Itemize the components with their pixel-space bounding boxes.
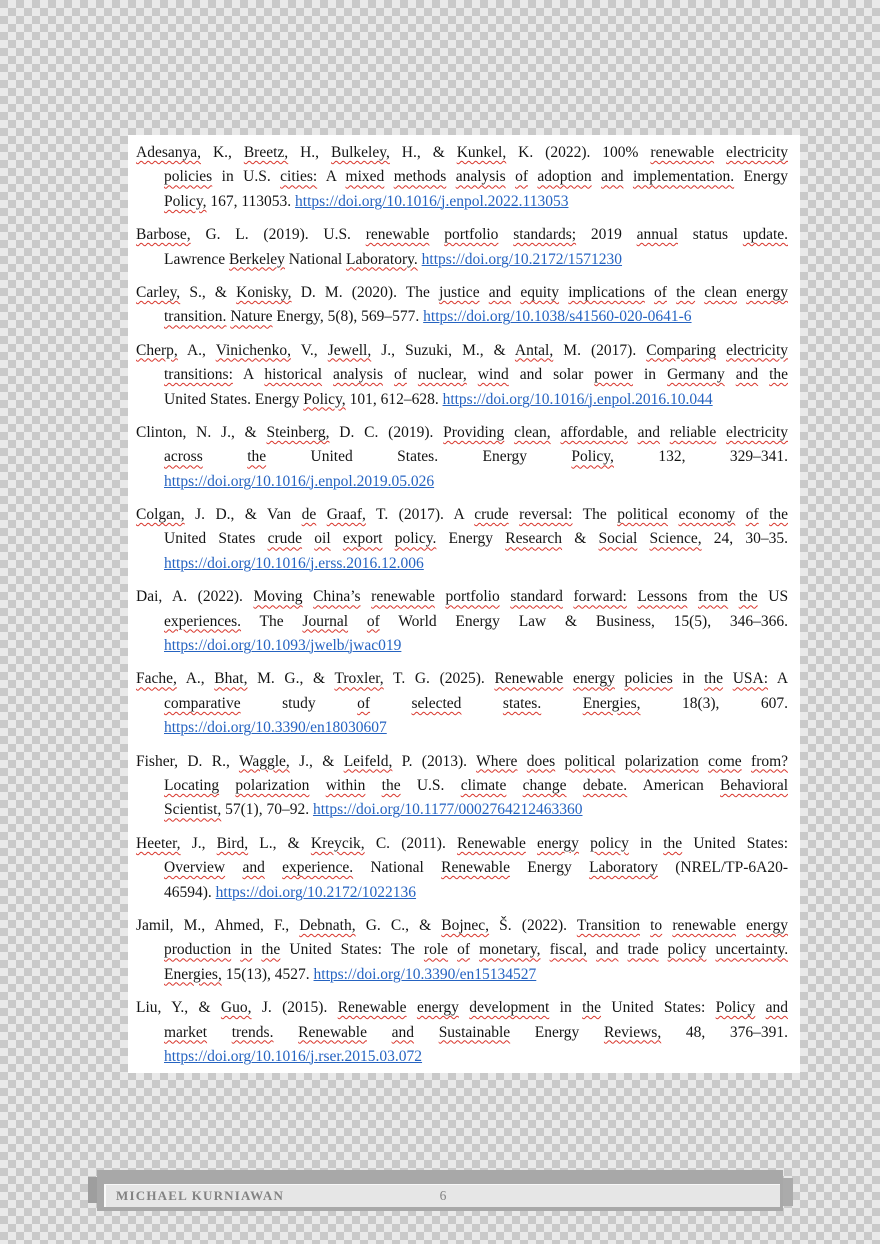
misspelled-word: justice xyxy=(439,283,480,301)
misspelled-word: energy xyxy=(416,999,459,1017)
footer-inner-panel xyxy=(104,1184,780,1207)
misspelled-word: policy xyxy=(667,941,707,959)
misspelled-word: Fache, xyxy=(136,670,177,688)
misspelled-word: nuclear, xyxy=(417,366,467,384)
doi-link[interactable]: https://doi.org/10.1016/j.rser.2015.03.072 xyxy=(164,1047,423,1065)
reference-line: market trends. Renewable and Sustainable Energy Reviews, 48, 376–391. xyxy=(164,1023,788,1041)
misspelled-word: cities: xyxy=(280,168,318,186)
reference-line: Heeter, J., Bird, L., & Kreycik, C. (2011). Renewable energy policy in the United States: xyxy=(136,834,788,852)
misspelled-word: political xyxy=(617,506,668,524)
reference-line: Barbose, G. L. (2019). U.S. renewable portfolio standards; 2019 annual status update. xyxy=(136,226,788,244)
misspelled-word: Locating xyxy=(164,776,220,794)
misspelled-word: change xyxy=(522,776,567,794)
misspelled-word: of xyxy=(457,941,471,959)
misspelled-word: Cherp, xyxy=(136,341,178,359)
misspelled-word: role xyxy=(423,941,449,959)
misspelled-word: Policy, xyxy=(303,390,346,408)
reference-line xyxy=(164,470,788,494)
misspelled-word: Waggle, xyxy=(238,752,290,770)
misspelled-word: Scientist, xyxy=(164,801,222,819)
reference-entry xyxy=(136,585,788,658)
misspelled-word: analysis xyxy=(455,168,506,186)
reference-entry xyxy=(136,141,788,214)
misspelled-word: of xyxy=(393,366,407,384)
reference-entry xyxy=(136,914,788,987)
misspelled-word: Where xyxy=(476,752,518,770)
reference-line: Energies, 15(13), 4527. https://doi.org/10.3390/en15134527 xyxy=(164,965,537,983)
misspelled-word: Behavioral xyxy=(720,776,788,794)
misspelled-word: renewable xyxy=(371,588,435,606)
misspelled-word: portfolio xyxy=(445,588,500,606)
reference-entry xyxy=(136,667,788,740)
misspelled-word: update. xyxy=(742,226,788,244)
misspelled-word: development xyxy=(469,999,550,1017)
misspelled-word: the xyxy=(769,506,788,524)
misspelled-word: economy xyxy=(678,506,736,524)
misspelled-word: export xyxy=(342,530,383,548)
misspelled-word: polarization xyxy=(624,752,699,770)
reference-line: Colgan, J. D., & Van de Graaf, T. (2017). A crude reversal: The political economy of the xyxy=(136,506,788,524)
footer-author: MICHAEL KURNIAWAN xyxy=(116,1188,285,1203)
misspelled-word: fiscal, xyxy=(549,941,588,959)
misspelled-word: Bhat, xyxy=(214,670,248,688)
misspelled-word: Renewable xyxy=(494,670,564,688)
doi-link[interactable]: https://doi.org/10.1016/j.enpol.2019.05.026 xyxy=(164,472,435,490)
reference-entry xyxy=(136,421,788,494)
misspelled-word: equity xyxy=(520,283,560,301)
misspelled-word: of xyxy=(745,506,759,524)
misspelled-word: Bulkeley, xyxy=(331,144,390,161)
reference-line: Overview and experience. National Renewable Energy Laboratory (NREL/TP-6A20- xyxy=(164,859,788,877)
misspelled-word: from? xyxy=(751,752,788,770)
reference-line: policies in U.S. cities: A mixed methods analysis of adoption and implementation. Energy xyxy=(164,168,788,186)
doi-link[interactable]: https://doi.org/10.1038/s41560-020-0641-6 xyxy=(423,308,692,326)
misspelled-word: analysis xyxy=(333,366,383,384)
misspelled-word: Carley, xyxy=(136,283,181,301)
doi-link[interactable]: https://doi.org/10.1093/jwelb/jwac019 xyxy=(164,637,402,655)
reference-line: Locating polarization within the U.S. climate change debate. American Behavioral xyxy=(164,776,788,794)
misspelled-word: electricity xyxy=(726,144,788,161)
misspelled-word: Nature xyxy=(230,308,273,326)
misspelled-word: Energies, xyxy=(164,965,222,983)
misspelled-word: the xyxy=(704,670,724,688)
misspelled-word: clean, xyxy=(514,423,551,441)
misspelled-word: Berkeley xyxy=(228,250,285,268)
misspelled-word: Renewable xyxy=(337,999,407,1017)
misspelled-word: of xyxy=(654,283,667,301)
misspelled-word: Renewable xyxy=(457,834,526,852)
misspelled-word: Laboratory. xyxy=(346,250,418,268)
misspelled-word: climate xyxy=(460,776,507,794)
reference-line: Fache, A., Bhat, M. G., & Troxler, T. G. (2025). Renewable energy policies in the USA: A xyxy=(136,670,788,688)
reference-line: Jamil, M., Ahmed, F., Debnath, G. C., & Bojnec, Š. (2022). Transition to renewable energy xyxy=(136,916,788,934)
misspelled-word: of xyxy=(515,168,528,186)
reference-line: 46594). https://doi.org/10.2172/1022136 xyxy=(164,883,417,901)
misspelled-word: Renewable xyxy=(441,859,510,877)
misspelled-word: Barbose, xyxy=(136,226,191,244)
misspelled-word: policies xyxy=(624,670,673,688)
misspelled-word: trade xyxy=(627,941,659,959)
misspelled-word: states. xyxy=(502,694,542,712)
footer-page-number: 6 xyxy=(439,1188,447,1203)
doi-link[interactable]: https://doi.org/10.3390/en15134527 xyxy=(313,965,537,983)
misspelled-word: transitions: xyxy=(164,366,233,384)
doi-link[interactable]: https://doi.org/10.1016/j.enpol.2022.113053 xyxy=(295,192,569,210)
reference-line: Policy, 167, 113053. https://doi.org/10.1016/j.enpol.2022.113053 xyxy=(164,192,569,210)
misspelled-word: and xyxy=(735,366,759,384)
misspelled-word: the xyxy=(676,283,696,301)
misspelled-word: implications xyxy=(568,283,645,301)
misspelled-word: polarization xyxy=(235,776,310,794)
misspelled-word: the xyxy=(381,776,401,794)
misspelled-word: in xyxy=(240,941,253,959)
reference-line: production in the United States: The role of monetary, fiscal, and trade policy uncertainty. xyxy=(164,941,788,959)
misspelled-word: wind xyxy=(477,366,509,384)
reference-line: comparative study of selected states. Energies, 18(3), 607. xyxy=(164,694,788,712)
misspelled-word: experiences. xyxy=(164,612,242,630)
misspelled-word: Comparing xyxy=(646,341,716,359)
misspelled-word: Guo, xyxy=(220,999,252,1017)
reference-line: Fisher, D. R., Waggle, J., & Leifeld, P. (2013). Where does political polarization come from? xyxy=(136,752,788,770)
misspelled-word: reversal: xyxy=(519,506,573,524)
misspelled-word: Laboratory xyxy=(589,859,658,877)
misspelled-word: Reviews, xyxy=(603,1023,662,1041)
misspelled-word: policies xyxy=(164,168,213,186)
misspelled-word: Social xyxy=(598,530,638,548)
misspelled-word: forward: xyxy=(573,588,627,606)
reference-entry xyxy=(136,281,788,330)
misspelled-word: and xyxy=(242,859,265,877)
misspelled-word: renewable xyxy=(650,144,715,161)
document-page xyxy=(128,135,800,1073)
misspelled-word: transition. xyxy=(164,308,227,326)
misspelled-word: Konisky, xyxy=(236,283,292,301)
misspelled-word: Policy, xyxy=(571,448,614,466)
misspelled-word: USA: xyxy=(732,670,769,688)
doi-link[interactable]: https://doi.org/10.3390/en18030607 xyxy=(164,719,387,737)
misspelled-word: adoption xyxy=(537,168,592,186)
misspelled-word: Jewell, xyxy=(327,341,372,359)
misspelled-word: standard xyxy=(510,588,563,606)
reference-line: Liu, Y., & Guo, J. (2015). Renewable energy development in the United States: Policy and xyxy=(136,999,788,1017)
misspelled-word: affordable, xyxy=(560,423,628,441)
misspelled-word: market xyxy=(164,1023,208,1041)
misspelled-word: portfolio xyxy=(444,226,499,244)
misspelled-word: Kreycik, xyxy=(310,834,365,852)
misspelled-word: Germany xyxy=(667,366,725,384)
footer-right-accent xyxy=(783,1178,793,1206)
misspelled-word: annual xyxy=(636,226,678,244)
misspelled-word: uncertainty. xyxy=(715,941,788,959)
misspelled-word: Graaf, xyxy=(326,506,366,524)
misspelled-word: clean xyxy=(704,283,737,301)
references-list xyxy=(136,141,788,1069)
misspelled-word: Overview xyxy=(164,859,226,877)
reference-entry xyxy=(136,223,788,272)
misspelled-word: within xyxy=(325,776,366,794)
misspelled-word: of xyxy=(357,694,371,712)
misspelled-word: China’s xyxy=(313,588,361,606)
misspelled-word: Renewable xyxy=(298,1023,367,1041)
doi-link[interactable]: https://doi.org/10.1016/j.enpol.2016.10.044 xyxy=(442,390,713,408)
misspelled-word: Bojnec, xyxy=(441,916,490,934)
misspelled-word: production xyxy=(164,941,232,959)
misspelled-word: historical xyxy=(264,366,323,384)
misspelled-word: selected xyxy=(411,694,462,712)
misspelled-word: energy xyxy=(746,916,788,934)
reference-line: United States. Energy Policy, 101, 612–628. https://doi.org/10.1016/j.enpol.2016.10.044 xyxy=(164,390,713,408)
misspelled-word: and xyxy=(765,999,788,1017)
reference-line: Scientist, 57(1), 70–92. https://doi.org/10.1177/0002764212463360 xyxy=(164,801,583,819)
misspelled-word: and xyxy=(596,941,619,959)
misspelled-word: come xyxy=(708,752,742,770)
reference-line: Clinton, N. J., & Steinberg, D. C. (2019). Providing clean, affordable, and reliable electricity xyxy=(136,423,788,441)
misspelled-word: Troxler, xyxy=(334,670,384,688)
misspelled-word: monetary, xyxy=(479,941,541,959)
reference-line xyxy=(164,716,788,740)
misspelled-word: mixed xyxy=(345,168,385,186)
reference-line: transition. Nature Energy, 5(8), 569–577. https://doi.org/10.1038/s41560-020-0641-6 xyxy=(164,308,692,326)
misspelled-word: Heeter, xyxy=(136,834,181,852)
misspelled-word: reliable xyxy=(669,423,717,441)
misspelled-word: energy xyxy=(537,834,579,852)
misspelled-word: Kunkel, xyxy=(456,144,507,161)
misspelled-word: oil xyxy=(314,530,331,548)
misspelled-word: the xyxy=(261,941,281,959)
doi-link[interactable]: https://doi.org/10.2172/1571230 xyxy=(421,250,623,268)
reference-line: Dai, A. (2022). Moving China’s renewable portfolio standard forward: Lessons from the US xyxy=(136,588,788,606)
misspelled-word: from xyxy=(697,588,729,606)
misspelled-word: crude xyxy=(474,506,509,524)
misspelled-word: to xyxy=(650,916,663,934)
misspelled-word: and xyxy=(601,168,624,186)
reference-entry xyxy=(136,750,788,823)
misspelled-word: the xyxy=(738,588,758,606)
misspelled-word: Science, xyxy=(649,530,702,548)
misspelled-word: methods xyxy=(393,168,447,186)
misspelled-word: political xyxy=(564,752,616,770)
misspelled-word: the xyxy=(769,366,788,384)
misspelled-word: Energies, xyxy=(582,694,641,712)
misspelled-word: Vinichenko, xyxy=(215,341,291,359)
misspelled-word: policy xyxy=(590,834,629,852)
misspelled-word: Antal, xyxy=(514,341,554,359)
misspelled-word: Lessons xyxy=(637,588,688,606)
misspelled-word: Adesanya, xyxy=(136,144,201,161)
misspelled-word: renewable xyxy=(672,916,736,934)
misspelled-word: Policy, xyxy=(164,192,207,210)
reference-line: United States crude oil export policy. Energy Research & Social Science, 24, 30–35. xyxy=(164,530,788,548)
misspelled-word: Debnath, xyxy=(299,916,356,934)
reference-line: experiences. The Journal of World Energy Law & Business, 15(5), 346–366. xyxy=(164,612,788,630)
misspelled-word: Steinberg, xyxy=(266,423,330,441)
misspelled-word: crude xyxy=(267,530,303,548)
reference-line: Adesanya, K., Breetz, H., Bulkeley, H., & Kunkel, K. (2022). 100% renewable electricity xyxy=(136,144,788,161)
misspelled-word: standards; xyxy=(513,226,577,244)
doi-link[interactable]: https://doi.org/10.1177/0002764212463360 xyxy=(312,801,583,819)
misspelled-word: trends. xyxy=(231,1023,274,1041)
misspelled-word: Journal xyxy=(302,612,349,630)
misspelled-word: of xyxy=(366,612,380,630)
reference-line: Lawrence Berkeley National Laboratory. https://doi.org/10.2172/1571230 xyxy=(164,250,623,268)
footer-bar xyxy=(97,1170,783,1211)
misspelled-word: Breetz, xyxy=(243,144,289,161)
misspelled-word: Policy xyxy=(715,999,756,1017)
misspelled-word: does xyxy=(526,752,556,770)
reference-line: Carley, S., & Konisky, D. M. (2020). The justice and equity implications of the clean energy xyxy=(136,283,788,301)
misspelled-word: and xyxy=(488,283,512,301)
misspelled-word: Sustainable xyxy=(438,1023,511,1041)
misspelled-word: Providing xyxy=(443,423,505,441)
misspelled-word: across xyxy=(164,448,203,466)
misspelled-word: policy. xyxy=(394,530,437,548)
misspelled-word: experience. xyxy=(282,859,354,877)
reference-line: Cherp, A., Vinichenko, V., Jewell, J., Suzuki, M., & Antal, M. (2017). Comparing electricity xyxy=(136,341,788,359)
misspelled-word: Transition xyxy=(576,916,640,934)
reference-line: across the United States. Energy Policy, 132, 329–341. xyxy=(164,448,788,466)
reference-line xyxy=(164,552,788,576)
doi-link[interactable]: https://doi.org/10.2172/1022136 xyxy=(215,883,417,901)
misspelled-word: comparative xyxy=(164,694,241,712)
misspelled-word: implementation. xyxy=(632,168,735,186)
misspelled-word: power xyxy=(594,366,634,384)
misspelled-word: Colgan, xyxy=(136,506,185,524)
misspelled-word: Bird, xyxy=(216,834,249,852)
doi-link[interactable]: https://doi.org/10.1016/j.erss.2016.12.006 xyxy=(164,554,424,572)
misspelled-word: renewable xyxy=(365,226,430,244)
misspelled-word: Moving xyxy=(253,588,303,606)
reference-line xyxy=(164,634,788,658)
misspelled-word: and xyxy=(391,1023,415,1041)
misspelled-word: energy xyxy=(746,283,788,301)
misspelled-word: electricity xyxy=(726,341,788,359)
reference-entry xyxy=(136,503,788,576)
misspelled-word: and xyxy=(637,423,660,441)
reference-entry xyxy=(136,832,788,905)
reference-line xyxy=(164,1045,788,1069)
misspelled-word: debate. xyxy=(582,776,628,794)
reference-line: transitions: A historical analysis of nuclear, wind and solar power in Germany and the xyxy=(164,366,788,384)
misspelled-word: Leifeld, xyxy=(343,752,393,770)
misspelled-word: the xyxy=(247,448,267,466)
misspelled-word: de xyxy=(301,506,317,524)
reference-entry xyxy=(136,996,788,1069)
misspelled-word: the xyxy=(582,999,602,1017)
misspelled-word: electricity xyxy=(726,423,788,441)
misspelled-word: energy xyxy=(572,670,615,688)
misspelled-word: the xyxy=(663,834,683,852)
reference-entry xyxy=(136,339,788,412)
misspelled-word: Research xyxy=(505,530,563,548)
